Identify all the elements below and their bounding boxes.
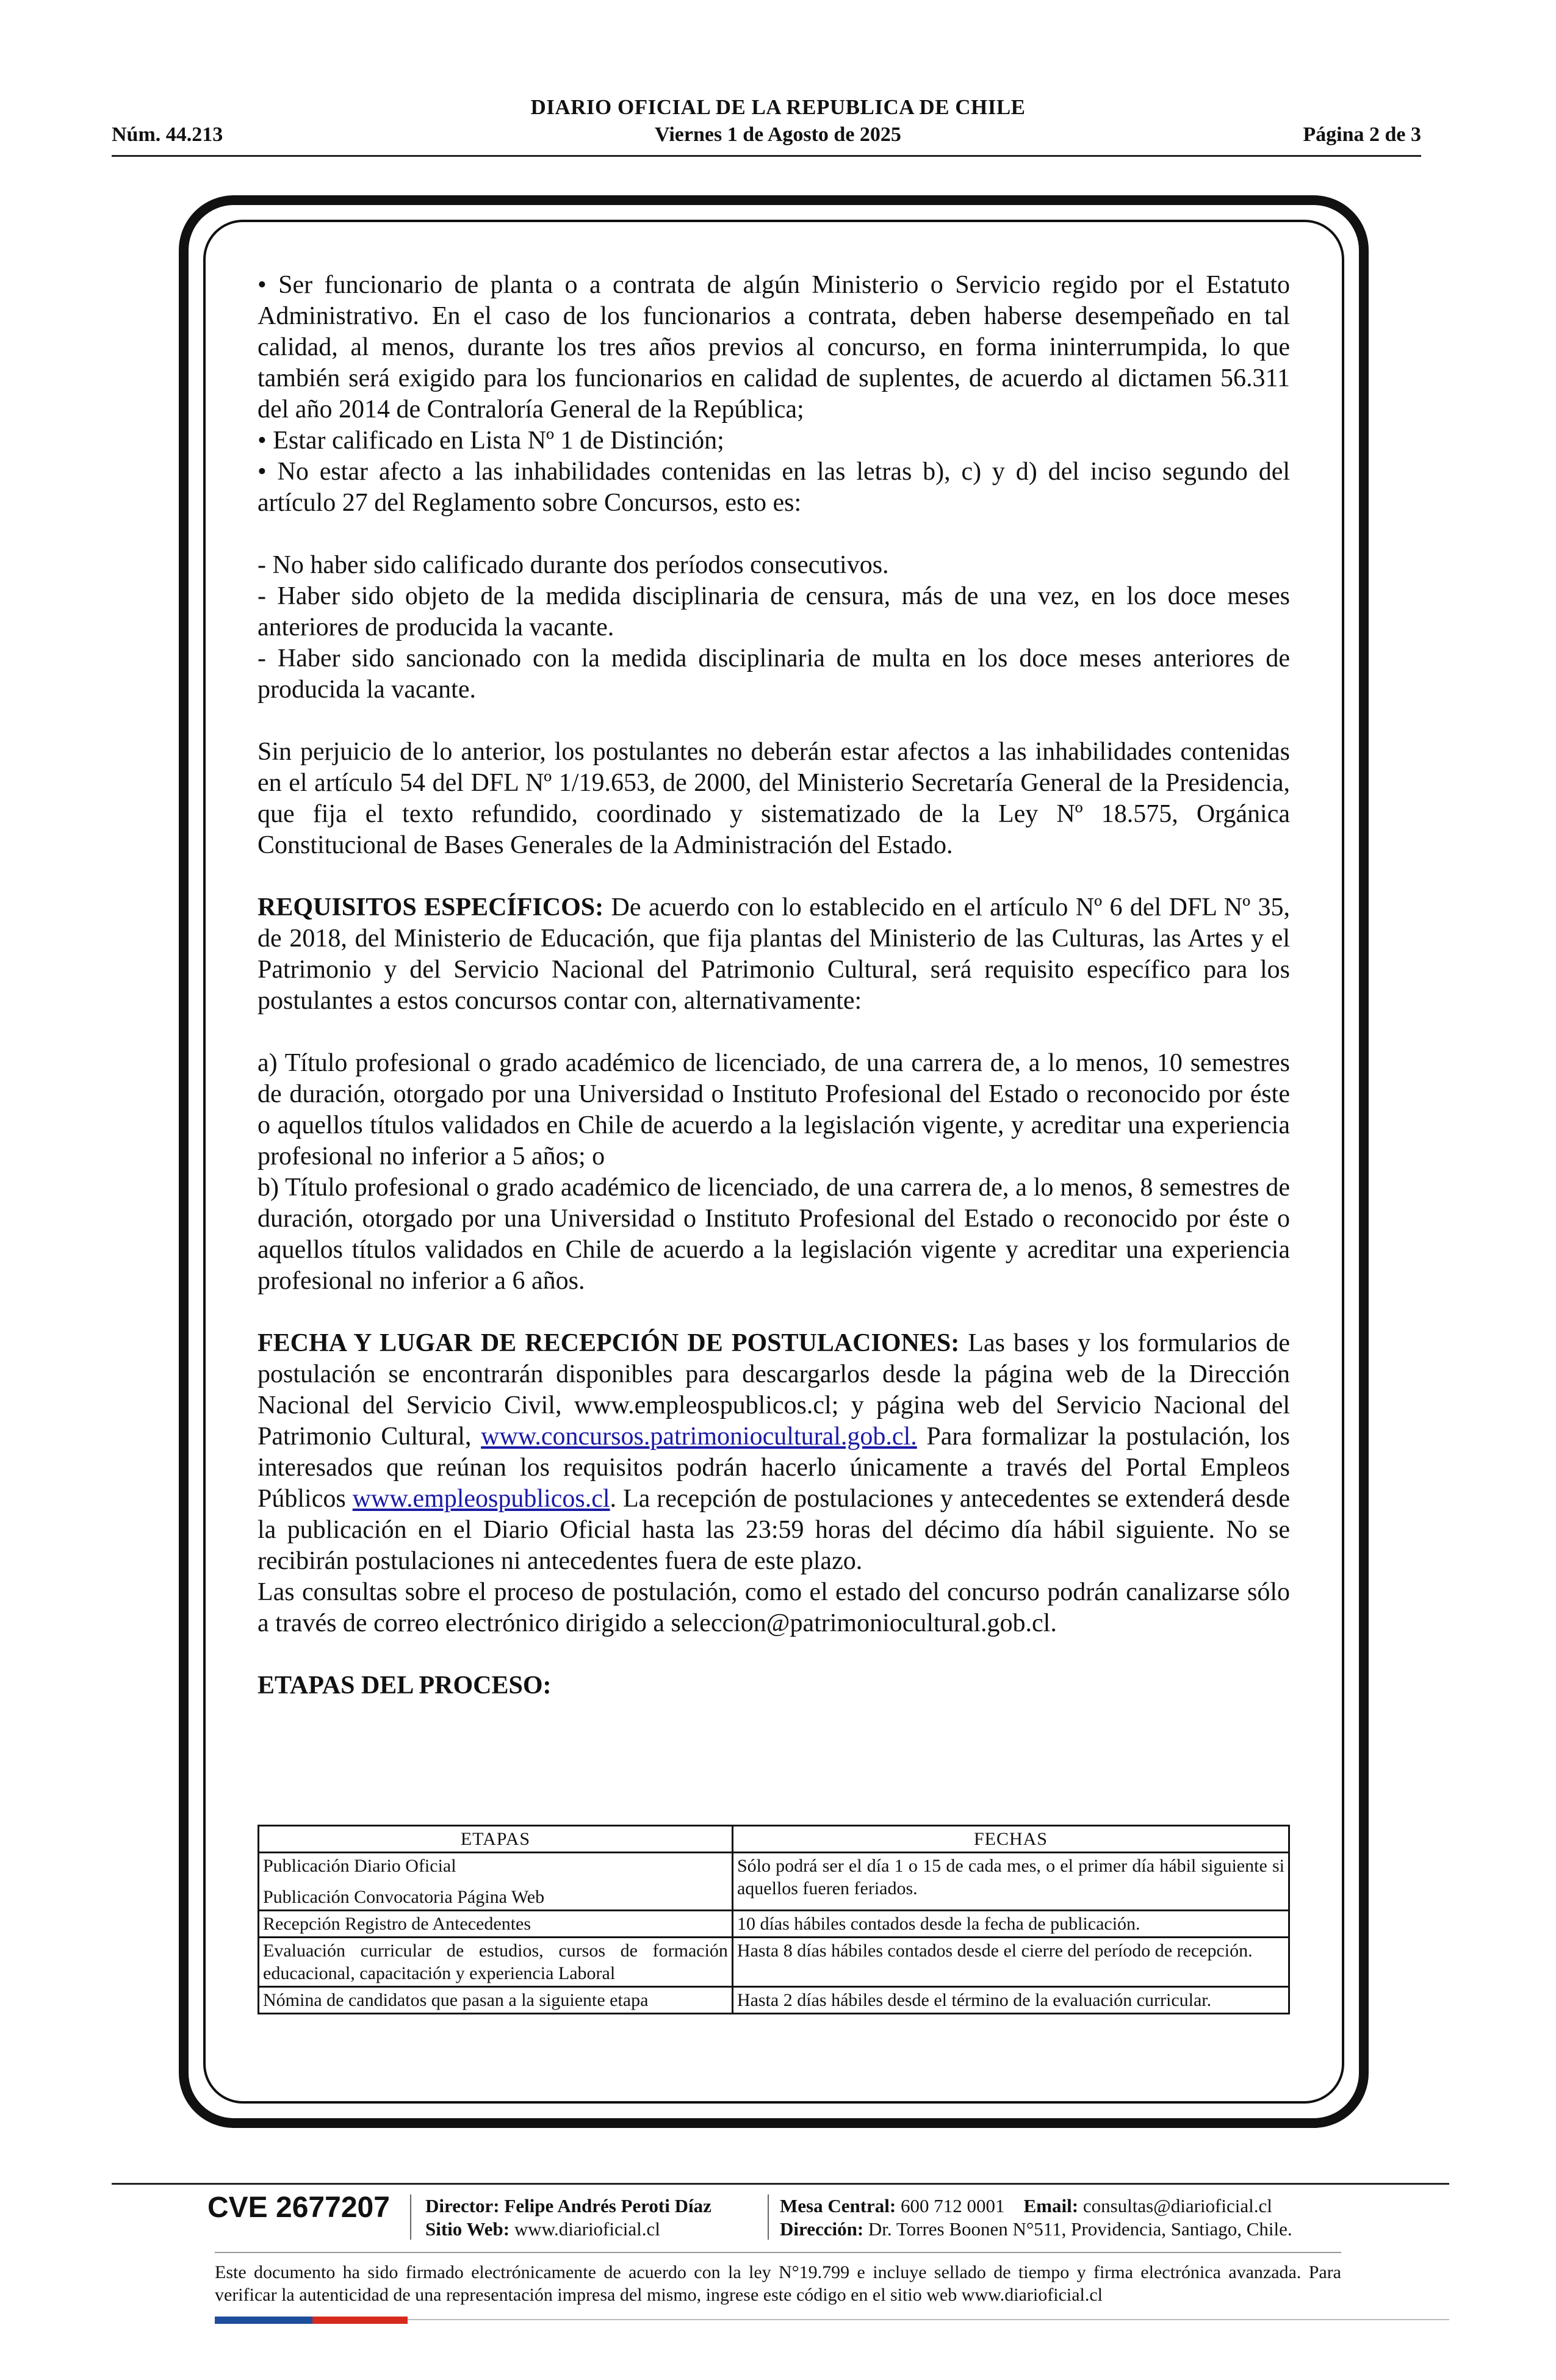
stage-cell: Nómina de candidatos que pasan a la siguiente etapa: [259, 1987, 733, 2014]
flag-stripe-blue: [215, 2317, 312, 2324]
director-name: Felipe Andrés Peroti Díaz: [504, 2195, 711, 2216]
column-header: ETAPAS: [259, 1826, 733, 1853]
consultations-paragraph: Las consultas sobre el proceso de postulación, como el estado del concurso podrán canalizarse sólo a través de correo electrónico dirigido a seleccion@patrimoniocultural.gob.cl.: [258, 1578, 1290, 1637]
process-stages-table: [258, 1825, 1290, 2014]
header-divider: [112, 155, 1421, 157]
issue-date: Viernes 1 de Agosto de 2025: [655, 123, 901, 146]
section-title: ETAPAS DEL PROCESO:: [258, 1671, 552, 1700]
table-row: [259, 1938, 1289, 1987]
patrimonio-link[interactable]: www.concursos.patrimoniocultural.gob.cl.: [481, 1423, 917, 1451]
footer-separator: [768, 2194, 769, 2240]
requirement-bullet: • Estar calificado en Lista Nº 1 de Distinción;: [258, 427, 724, 455]
date-cell: Sólo podrá ser el día 1 o 15 de cada mes, o el primer día hábil siguiente si aquellos fueren feriados.: [732, 1853, 1289, 1911]
column-header: FECHAS: [732, 1826, 1289, 1853]
inhability-item: - Haber sido sancionado con la medida disciplinaria de multa en los doce meses anteriores de producida la vacante.: [258, 644, 1290, 704]
address: Dr. Torres Boonen N°511, Providencia, Santiago, Chile.: [868, 2218, 1292, 2240]
requirement-option-a: a) Título profesional o grado académico de licenciado, de una carrera de, a lo menos, 10 semestres de duración, otorgado por una Universidad o Instituto Profesional del Estado o reconocido por éste o aquellos títulos validados en Chile de acuerdo a la legislación vigente, y acreditar una experiencia profesional no inferior a 5 años; o: [258, 1049, 1290, 1170]
footer-separator: [410, 2194, 411, 2240]
requirement-option-b: b) Título profesional o grado académico de licenciado, de una carrera de, a lo menos, 8 semestres de duración, otorgado por una Universidad o Instituto Profesional del Estado o reconocido por éste o aquellos títulos validados en Chile de acuerdo a la legislación vigente y acreditar una experiencia profesional no inferior a 6 años.: [258, 1174, 1290, 1295]
legal-notice: Este documento ha sido firmado electrónicamente de acuerdo con la ley N°19.799 e incluye sellado de tiempo y firma electrónica avanzada. Para verificar la autenticidad de una representación impresa del mismo, ingrese este código en el sitio web www.diarioficial.cl: [215, 2262, 1341, 2305]
requirement-bullet: • No estar afecto a las inhabilidades contenidas en las letras b), c) y d) del inciso segundo del artículo 27 del Reglamento sobre Concursos, esto es:: [258, 458, 1290, 517]
phone-number: 600 712 0001: [901, 2195, 1005, 2216]
stage-cell: Evaluación curricular de estudios, cursos de formación educacional, capacitación y experiencia Laboral: [259, 1938, 733, 1987]
requirement-bullet: • Ser funcionario de planta o a contrata de algún Ministerio o Servicio regido por el Estatuto Administrativo. En el caso de los funcionarios a contrata, deben haberse desempeñado en tal calidad, al menos, durante los tres años previos al concurso, en forma ininterrumpida, lo que también será exigido para los funcionarios en calidad de suplentes, de acuerdo al dictamen 56.311 del año 2014 de Contraloría General de la República;: [258, 271, 1290, 424]
footer-divider: [112, 2183, 1449, 2185]
page-number: Página 2 de 3: [1303, 123, 1421, 146]
specific-requirements: REQUISITOS ESPECÍFICOS: De acuerdo con lo establecido en el artículo Nº 6 del DFL Nº 35, de 2018, del Ministerio de Educación, que fija plantas del Ministerio de las Culturas, las Artes y el Patrimonio y del Servicio Nacional del Patrimonio Cultural, será requisito específico para los postulantes a estos concursos contar con, alternativamente:: [258, 893, 1290, 1015]
application-info: FECHA Y LUGAR DE RECEPCIÓN DE POSTULACIONES: Las bases y los formularios de postulación se encontrarán disponibles para descargarlos desde la página web de la Dirección Nacional del Servicio Civil, www.empleospublicos.cl; y página web del Servicio Nacional del Patrimonio Cultural, www.concursos.patrimoniocultural.gob.cl. Para formalizar la postulación, los interesados que reúnan los requisitos podrán hacerlo únicamente a través del Portal Empleos Públicos www.empleospublicos.cl. La recepción de postulaciones y antecedentes se extenderá desde la publicación en el Diario Oficial hasta las 23:59 horas del décimo día hábil siguiente. No se recibirán postulaciones ni antecedentes fuera de este plazo.: [258, 1329, 1290, 1575]
table-row: [259, 1911, 1289, 1938]
inhability-item: - Haber sido objeto de la medida disciplinaria de censura, más de una vez, en los doce meses anteriores de producida la vacante.: [258, 582, 1290, 641]
cve-code: CVE 2677207: [207, 2191, 390, 2224]
date-cell: Hasta 8 días hábiles contados desde el cierre del período de recepción.: [732, 1938, 1289, 1987]
website-link[interactable]: www.diarioficial.cl: [514, 2218, 660, 2240]
issue-number: Núm. 44.213: [112, 123, 223, 146]
table-row: [259, 1853, 1289, 1911]
date-cell: 10 días hábiles contados desde la fecha de publicación.: [732, 1911, 1289, 1938]
stage-cell: Publicación Diario Oficial Publicación Convocatoria Página Web: [259, 1853, 733, 1911]
footer-bottom-line: [408, 2319, 1449, 2320]
document-body: [258, 270, 1290, 1701]
section-label: FECHA Y LUGAR DE RECEPCIÓN DE POSTULACIONES:: [258, 1329, 960, 1357]
email-link[interactable]: consultas@diarioficial.cl: [1082, 2195, 1272, 2216]
footer-contact-info: Mesa Central: 600 712 0001 Email: consultas@diarioficial.cl Dirección: Dr. Torres Boonen N°511, Providencia, Santiago, Chile.: [780, 2195, 1292, 2240]
date-cell: Hasta 2 días hábiles desde el término de la evaluación curricular.: [732, 1987, 1289, 2014]
newspaper-title: DIARIO OFICIAL DE LA REPUBLICA DE CHILE: [530, 95, 1026, 119]
footer-divider: [215, 2252, 1341, 2253]
table-row: [259, 1987, 1289, 2014]
footer-director-info: Director: Felipe Andrés Peroti Díaz Sitio Web: www.diarioficial.cl: [425, 2195, 711, 2240]
empleos-publicos-link[interactable]: www.empleospublicos.cl: [352, 1485, 610, 1513]
flag-stripe-red: [312, 2317, 408, 2324]
paragraph: Sin perjuicio de lo anterior, los postulantes no deberán estar afectos a las inhabilidades contenidas en el artículo 54 del DFL Nº 1/19.653, de 2000, del Ministerio Secretaría General de la Presidencia, que fija el texto refundido, coordinado y sistematizado de la Ley Nº 18.575, Orgánica Constitucional de Bases Generales de la Administración del Estado.: [258, 738, 1290, 859]
inhability-item: - No haber sido calificado durante dos períodos consecutivos.: [258, 551, 889, 579]
table-header-row: [259, 1826, 1289, 1853]
section-label: REQUISITOS ESPECÍFICOS:: [258, 893, 604, 921]
stage-cell: Recepción Registro de Antecedentes: [259, 1911, 733, 1938]
